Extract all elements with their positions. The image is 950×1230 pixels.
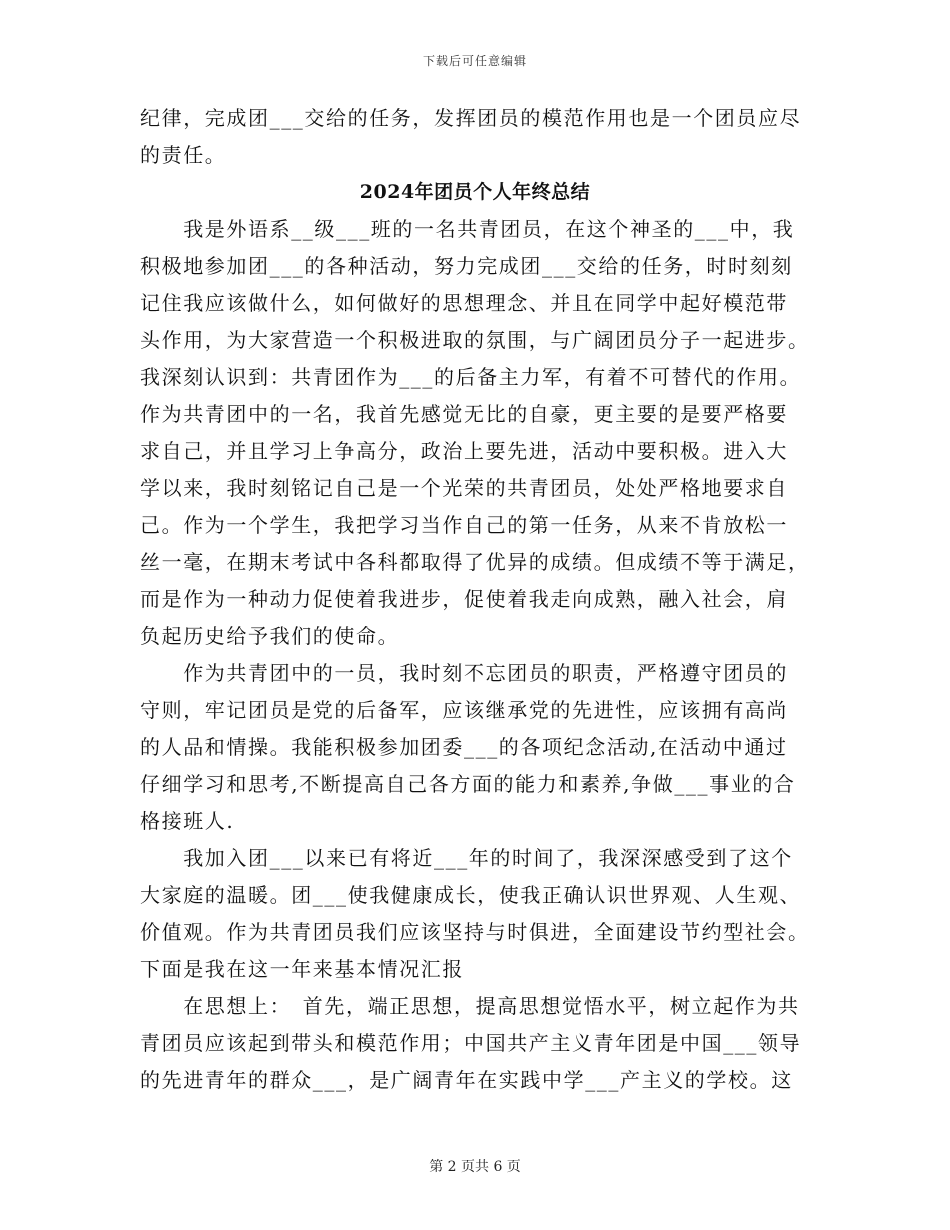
text-line: 学以来，我时刻铭记自己是一个光荣的共青团员，处处严格地要求自 xyxy=(140,476,788,500)
text-line: 而是作为一种动力促使着我进步，促使着我走向成熟，融入社会，肩 xyxy=(140,587,788,611)
text-line: 我深刻认识到：共青团作为___的后备主力军，有着不可替代的作用。 xyxy=(140,365,802,389)
text-line: 头作用，为大家营造一个积极进取的氛围，与广阔团员分子一起进步。 xyxy=(140,328,810,352)
page-header: 下载后可任意编辑 xyxy=(422,54,527,68)
text-line: 仔细学习和思考,不断提高自己各方面的能力和素养,争做___事业的合 xyxy=(140,772,796,796)
text-line: 大家庭的温暖。团___使我健康成长，使我正确认识世界观、人生观、 xyxy=(140,883,802,907)
text-line: 我是外语系__级___班的一名共青团员，在这个神圣的___中，我 xyxy=(140,217,795,241)
text-line: 格接班人. xyxy=(140,809,235,833)
text-line: 的先进青年的群众___，是广阔青年在实践中学___产主义的学校。这 xyxy=(140,1068,793,1092)
text-line: 丝一毫，在期末考试中各科都取得了优异的成绩。但成绩不等于满足， xyxy=(140,550,810,574)
document-body xyxy=(140,100,810,1099)
text-line: 纪律，完成团___交给的任务，发挥团员的模范作用也是一个团员应尽 xyxy=(140,106,802,130)
text-line: 守则，牢记团员是党的后备军，应该继承党的先进性，应该拥有高尚 xyxy=(140,698,788,722)
text-line: 求自己，并且学习上争高分，政治上要先进，活动中要积极。进入大 xyxy=(140,439,788,463)
text-line: 的责任。 xyxy=(140,143,227,167)
text-line: 负起历史给予我们的使命。 xyxy=(140,624,400,648)
page-footer: 第 2 页共 6 页 xyxy=(429,1159,521,1175)
text-line: 作为共青团中的一员，我时刻不忘团员的职责，严格遵守团员的 xyxy=(140,661,788,685)
text-line: 记住我应该做什么，如何做好的思想理念、并且在同学中起好模范带 xyxy=(140,291,788,315)
text-line: 积极地参加团___的各种活动，努力完成团___交给的任务，时时刻刻 xyxy=(140,254,793,278)
text-line: 价值观。作为共青团员我们应该坚持与时俱进，全面建设节约型社会。 xyxy=(140,920,810,944)
text-line: 己。作为一个学生，我把学习当作自己的第一任务，从来不肯放松一 xyxy=(140,513,788,537)
text-line: 的人品和情操。我能积极参加团委___的各项纪念活动,在活动中通过 xyxy=(140,735,788,759)
text-line: 作为共青团中的一名，我首先感觉无比的自豪，更主要的是要严格要 xyxy=(140,402,788,426)
text-line: 下面是我在这一年来基本情况汇报 xyxy=(140,957,464,981)
text-line: 在思想上： 首先，端正思想，提高思想觉悟水平，树立起作为共 xyxy=(140,994,800,1018)
text-line: 青团员应该起到带头和模范作用；中国共产主义青年团是中国___领导 xyxy=(140,1031,802,1055)
text-line: 我加入团___以来已有将近___年的时间了，我深深感受到了这个 xyxy=(140,846,793,870)
section-title: 2024年团员个人年终总结 xyxy=(359,181,591,203)
